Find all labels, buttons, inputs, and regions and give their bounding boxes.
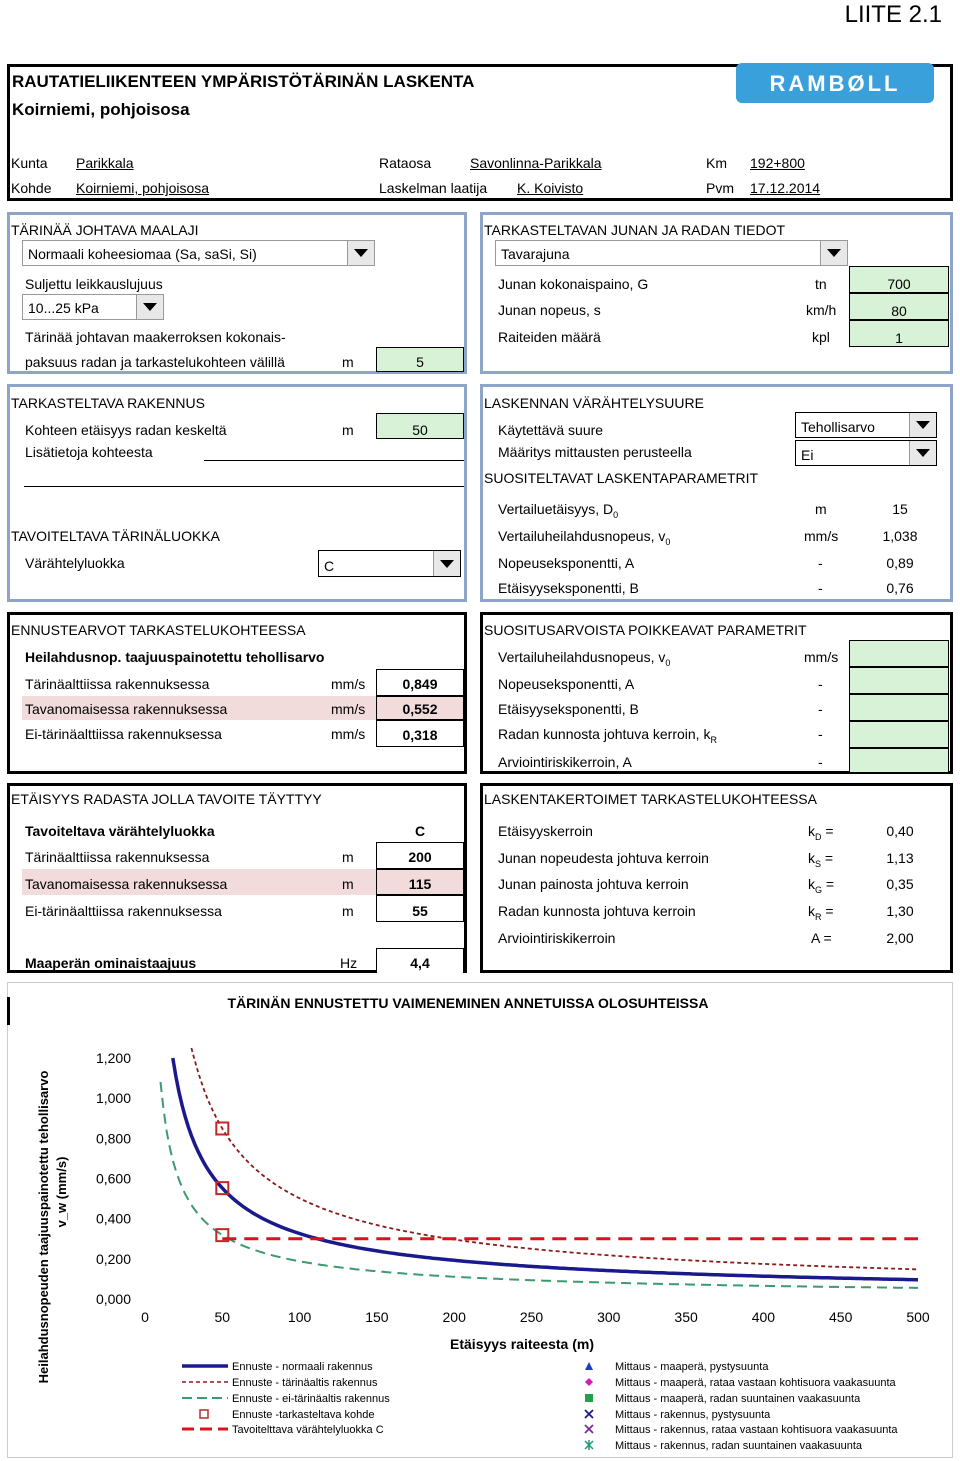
- forecast-insensitive-value: 0,318: [376, 720, 464, 747]
- x-axis-label: Etäisyys raiteesta (m): [450, 1336, 594, 1352]
- dev-track-factor-unit: -: [818, 726, 823, 742]
- target-class-label: Tavoiteltava värähtelyluokka: [25, 823, 215, 839]
- distance-unit: m: [342, 422, 354, 438]
- coeff-value: 1,30: [886, 903, 914, 919]
- used-label: Käytettävä suure: [498, 422, 604, 438]
- x-tick-label: 150: [365, 1309, 389, 1325]
- dev-distance-exp-input[interactable]: [849, 694, 949, 721]
- dist-normal-label: Tavanomaisessa rakennuksessa: [25, 876, 228, 892]
- param-speed-exp-value: 0,89: [886, 555, 914, 571]
- class-value: C: [324, 558, 335, 574]
- info-input-line-2[interactable]: [24, 486, 464, 487]
- dev-distance-exp-label: Etäisyyseksponentti, B: [498, 701, 639, 717]
- coeff-value: 1,13: [886, 850, 914, 866]
- legend-marker-square: [585, 1394, 593, 1402]
- forecast-heading: ENNUSTEARVOT TARKASTELUKOHTEESSA: [11, 622, 306, 638]
- rataosa-label: Rataosa: [379, 155, 432, 171]
- used-value: Tehollisarvo: [801, 419, 875, 435]
- coeff-label: Radan kunnosta johtuva kerroin: [498, 903, 696, 919]
- x-tick-label: 400: [751, 1309, 776, 1325]
- dev-ref-velocity-input[interactable]: [849, 640, 949, 667]
- forecast-normal-label: Tavanomaisessa rakennuksessa: [25, 701, 228, 717]
- param-ref-velocity-value: 1,038: [882, 528, 918, 544]
- legend-marker-x: [585, 1425, 593, 1433]
- pvm-value[interactable]: 17.12.2014: [750, 180, 821, 196]
- y-axis-label-2: v_w (mm/s): [54, 1156, 69, 1228]
- kohde-value[interactable]: Koirniemi, pohjoisosa: [76, 180, 210, 196]
- forecast-insensitive-label: Ei-tärinäalttiissa rakennuksessa: [25, 726, 222, 742]
- appendix-label: LIITE 2.1: [844, 1, 942, 28]
- coeff-symbol: $k_G$ =: [808, 876, 835, 895]
- x-tick-label: 100: [287, 1309, 312, 1325]
- pvm-label: Pvm: [706, 180, 734, 196]
- coeffs-heading: LASKENTAKERTOIMET TARKASTELUKOHTEESSA: [484, 791, 817, 807]
- coeff-value: 2,00: [886, 930, 914, 946]
- x-tick-label: 300: [597, 1309, 621, 1325]
- coeff-label: Junan nopeudesta johtuva kerroin: [498, 850, 709, 866]
- coeff-value: 0,40: [886, 823, 914, 839]
- ramboll-logo: RAMBØLL: [736, 63, 934, 103]
- freq-unit: Hz: [340, 955, 358, 971]
- dev-speed-exp-unit: -: [818, 676, 823, 692]
- legend-label: Ennuste -tarkasteltava kohde: [232, 1409, 375, 1421]
- forecast-sensitive-value: 0,849: [376, 669, 464, 696]
- dev-speed-exp-input[interactable]: [849, 667, 949, 694]
- coeff-label: Etäisyyskerroin: [498, 823, 593, 839]
- distance-input[interactable]: 50: [376, 413, 464, 439]
- dist-insensitive-value: 55: [376, 895, 464, 922]
- legend-label: Tavoitelttava värähtelyluokka C: [232, 1424, 384, 1436]
- legend-label: Ennuste - tärinäaltis rakennus: [232, 1377, 378, 1389]
- rataosa-value[interactable]: Savonlinna-Parikkala: [470, 155, 602, 171]
- soil-type-value: Normaali koheesiomaa (Sa, saSi, Si): [28, 246, 257, 262]
- used-dropdown[interactable]: [795, 412, 937, 438]
- x-tick-label: 350: [674, 1309, 698, 1325]
- quantity-heading: LASKENNAN VÄRÄHTELYSUURE: [484, 395, 704, 411]
- track-count-input[interactable]: 1: [849, 320, 949, 347]
- coeff-label: Junan painosta johtuva kerroin: [498, 876, 689, 892]
- building-heading: TARKASTELTAVA RAKENNUS: [11, 395, 205, 411]
- km-label: Km: [706, 155, 727, 171]
- param-ref-velocity-label: Vertailuheilahdusnopeus, $v_0$: [498, 528, 671, 547]
- legend-label: Ennuste - ei-tärinäaltis rakennus: [232, 1393, 390, 1405]
- measured-dropdown[interactable]: [795, 440, 937, 466]
- coeff-symbol: $k_R$ =: [808, 903, 834, 922]
- param-distance-exp-label: Etäisyyseksponentti, B: [498, 580, 639, 596]
- legend-label: Ennuste - normaali rakennus: [232, 1361, 373, 1373]
- chevron-down-icon[interactable]: [909, 413, 936, 437]
- legend-label: Mittaus - maaperä, pystysuunta: [615, 1361, 769, 1373]
- legend-label: Mittaus - maaperä, rataa vastaan kohtisuora vaakasuunta: [615, 1377, 896, 1389]
- x-tick-label: 450: [829, 1309, 853, 1325]
- coeff-label: Arviointiriskikerroin: [498, 930, 616, 946]
- target-class-value: C: [414, 823, 426, 839]
- legend-marker-star: [585, 1440, 593, 1450]
- laatija-value[interactable]: K. Koivisto: [517, 180, 584, 196]
- chevron-down-icon[interactable]: [136, 295, 163, 319]
- dist-sensitive-value: 200: [376, 842, 464, 869]
- chart-title: TÄRINÄN ENNUSTETTU VAIMENEMINEN ANNETUISSA OLOSUHTEISSA: [227, 995, 709, 1011]
- y-tick-label: 0,400: [95, 1210, 131, 1227]
- legend-label: Mittaus - rakennus, radan suuntainen vaakasuunta: [615, 1440, 863, 1452]
- train-speed-label: Junan nopeus, s: [498, 302, 601, 318]
- freq-label: Maaperän ominaistaajuus: [25, 955, 197, 971]
- series-line-insensitive: [161, 1082, 919, 1288]
- thickness-input[interactable]: 5: [376, 347, 464, 372]
- dev-distance-exp-unit: -: [818, 701, 823, 717]
- distance-label: Kohteen etäisyys radan keskeltä: [25, 422, 227, 438]
- train-heading: TARKASTELTAVAN JUNAN JA RADAN TIEDOT: [484, 222, 786, 238]
- strength-value: 10...25 kPa: [28, 300, 99, 316]
- dev-ref-velocity-unit: mm/s: [804, 649, 839, 665]
- coeff-value: 0,35: [886, 876, 914, 892]
- param-ref-velocity-unit: mm/s: [804, 528, 839, 544]
- dist-normal-value: 115: [376, 869, 464, 895]
- laatija-label: Laskelman laatija: [379, 180, 488, 196]
- dev-risk-input[interactable]: [849, 748, 949, 773]
- dev-risk-label: Arviointiriskikerroin, A: [498, 754, 632, 770]
- track-count-label: Raiteiden määrä: [498, 329, 601, 345]
- soil-heading: TÄRINÄÄ JOHTAVA MAALAJI: [11, 222, 199, 238]
- train-weight-unit: tn: [815, 276, 827, 292]
- legend-label: Mittaus - rakennus, rataa vastaan kohtisuora vaakasuunta: [615, 1424, 898, 1436]
- series-line-normal: [173, 1058, 918, 1280]
- train-type-dropdown[interactable]: [495, 240, 848, 266]
- legend-marker-point: [200, 1410, 208, 1418]
- dist-sensitive-unit: m: [342, 849, 354, 865]
- y-axis-label: Heilahdusnopeuden taajuuspainotettu tehollisarvo: [36, 1070, 51, 1384]
- track-count-unit: kpl: [812, 329, 830, 345]
- deviating-heading: SUOSITUSARVOISTA POIKKEAVAT PARAMETRIT: [484, 622, 807, 638]
- coeff-symbol: $k_D$ =: [808, 823, 834, 842]
- page-title: RAUTATIELIIKENTEEN YMPÄRISTÖTÄRINÄN LASKENTA: [12, 72, 475, 91]
- x-tick-label: 250: [519, 1309, 544, 1325]
- y-tick-label: 1,200: [95, 1050, 131, 1066]
- dist-sensitive-label: Tärinäalttiissa rakennuksessa: [25, 849, 210, 865]
- distance-heading: ETÄISYYS RADASTA JOLLA TAVOITE TÄYTTYY: [11, 791, 322, 807]
- chart: [0, 982, 960, 1458]
- class-dropdown[interactable]: [318, 550, 461, 577]
- forecast-subheading: Heilahdusnop. taajuuspainotettu tehollisarvo: [25, 649, 325, 665]
- x-tick-label: 500: [906, 1309, 930, 1325]
- param-speed-exp-label: Nopeuseksponentti, A: [498, 555, 635, 571]
- y-tick-label: 1,000: [95, 1090, 131, 1107]
- dev-speed-exp-label: Nopeuseksponentti, A: [498, 676, 635, 692]
- legend-marker-triangle: [585, 1362, 593, 1370]
- forecast-sensitive-label: Tärinäalttiissa rakennuksessa: [25, 676, 210, 692]
- y-tick-label: 0,000: [95, 1291, 131, 1307]
- dev-track-factor-input[interactable]: [849, 721, 949, 748]
- train-type-value: Tavarajuna: [501, 246, 570, 262]
- param-speed-exp-unit: -: [818, 555, 823, 571]
- dist-insensitive-label: Ei-tärinäalttiissa rakennuksessa: [25, 903, 222, 919]
- target-heading: TAVOITELTAVA TÄRINÄLUOKKA: [11, 528, 221, 544]
- train-weight-label: Junan kokonaispaino, G: [498, 276, 649, 292]
- info-label: Lisätietoja kohteesta: [25, 444, 153, 460]
- x-tick-label: 200: [442, 1309, 466, 1325]
- page-subtitle: Koirniemi, pohjoisosa: [12, 100, 190, 119]
- soil-type-dropdown[interactable]: [22, 240, 375, 266]
- freq-value: 4,4: [376, 948, 464, 973]
- measured-label: Määritys mittausten perusteella: [498, 444, 692, 460]
- measured-value: Ei: [801, 447, 814, 463]
- dev-track-factor-label: Radan kunnosta johtuva kerroin, $k_R$: [498, 726, 717, 745]
- class-label: Värähtelyluokka: [25, 555, 125, 571]
- param-distance-exp-value: 0,76: [886, 580, 914, 596]
- dev-risk-unit: -: [818, 754, 823, 770]
- param-ref-distance-unit: m: [815, 501, 827, 517]
- y-tick-label: 0,800: [95, 1130, 131, 1147]
- info-input[interactable]: [204, 460, 464, 461]
- km-value[interactable]: 192+800: [750, 155, 805, 171]
- y-tick-label: 0,200: [95, 1250, 131, 1267]
- thickness-label-2: paksuus radan ja tarkastelukohteen välillä: [25, 354, 285, 370]
- x-tick-label: 50: [214, 1309, 231, 1325]
- kunta-label: Kunta: [11, 155, 48, 171]
- legend-marker-x: [585, 1410, 593, 1418]
- chevron-down-icon[interactable]: [433, 551, 460, 576]
- legend-label: Mittaus - maaperä, radan suuntainen vaakasuunta: [615, 1393, 861, 1405]
- forecast-sensitive-unit: mm/s: [331, 676, 366, 692]
- x-tick-label: 0: [141, 1309, 149, 1325]
- forecast-normal-unit: mm/s: [331, 701, 366, 717]
- dist-insensitive-unit: m: [342, 903, 354, 919]
- strength-label: Suljettu leikkauslujuus: [25, 276, 163, 292]
- param-ref-distance-value: 15: [892, 501, 908, 517]
- series-line-sensitive: [191, 1048, 918, 1269]
- kunta-value[interactable]: Parikkala: [76, 155, 134, 171]
- y-tick-label: 0,600: [95, 1170, 131, 1187]
- params-heading: SUOSITELTAVAT LASKENTAPARAMETRIT: [484, 470, 759, 486]
- param-ref-distance-label: Vertailuetäisyys, $D_0$: [498, 501, 619, 520]
- thickness-label: Tärinää johtavan maakerroksen kokonais-: [25, 329, 286, 345]
- train-speed-unit: km/h: [806, 302, 837, 318]
- dist-normal-unit: m: [342, 876, 354, 892]
- strength-dropdown[interactable]: [22, 294, 164, 320]
- thickness-unit: m: [342, 354, 354, 370]
- chevron-down-icon[interactable]: [347, 241, 374, 265]
- chevron-down-icon[interactable]: [820, 241, 847, 265]
- train-weight-input[interactable]: 700: [849, 266, 949, 293]
- param-distance-exp-unit: -: [818, 580, 823, 596]
- dev-ref-velocity-label: Vertailuheilahdusnopeus, $v_0$: [498, 649, 671, 668]
- kohde-label: Kohde: [11, 180, 52, 196]
- legend-label: Mittaus - rakennus, pystysuunta: [615, 1409, 771, 1421]
- forecast-insensitive-unit: mm/s: [331, 726, 366, 742]
- coeff-symbol: $k_S$ =: [808, 850, 834, 869]
- chevron-down-icon[interactable]: [909, 441, 936, 465]
- forecast-normal-value: 0,552: [376, 696, 464, 720]
- coeff-symbol: A =: [811, 930, 832, 946]
- train-speed-input[interactable]: 80: [849, 293, 949, 320]
- legend-marker-diamond: [585, 1378, 593, 1386]
